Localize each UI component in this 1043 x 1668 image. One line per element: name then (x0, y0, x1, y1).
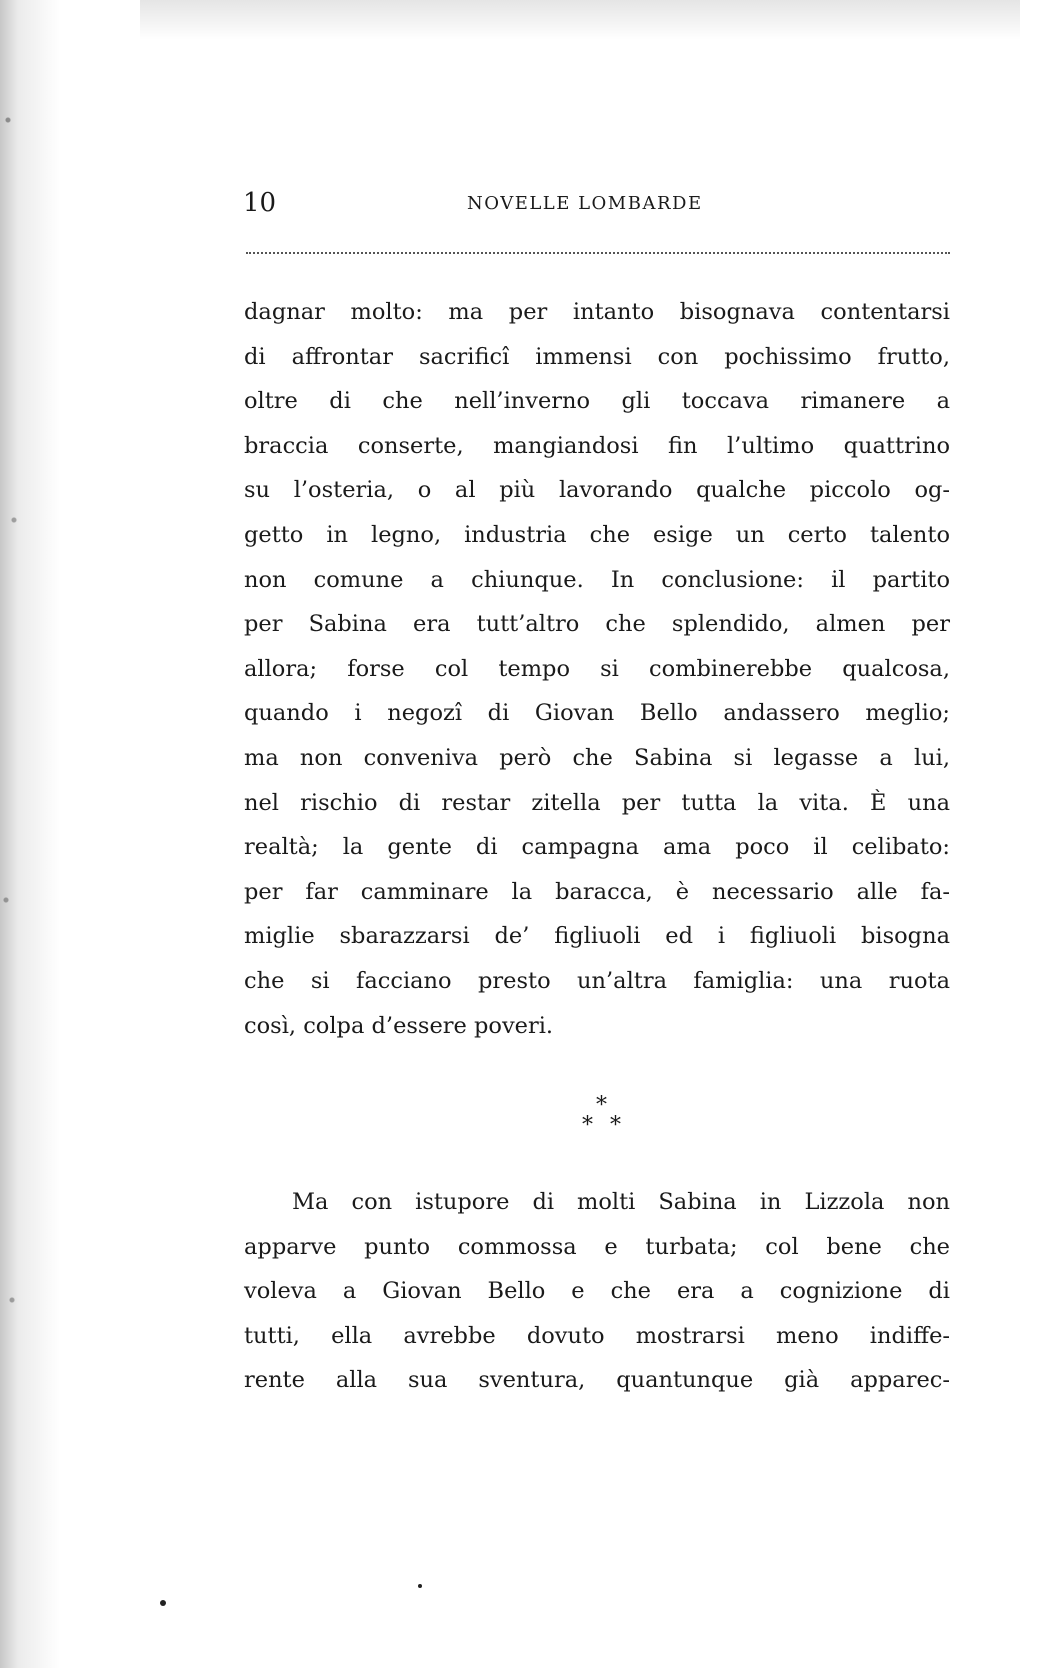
text-line: tutti, ella avrebbe dovuto mostrarsi meno indiffe- (244, 1322, 950, 1349)
text-line: braccia conserte, mangiandosi fin l’ultimo quattrino (244, 432, 950, 459)
text-line: apparve punto commossa e turbata; col bene che (244, 1233, 950, 1260)
page-header (243, 188, 953, 218)
text-line: di affrontar sacrificî immensi con pochissimo frutto, (244, 343, 950, 370)
text-line: che si facciano presto un’altra famiglia: una ruota (244, 967, 950, 994)
scan-edge-top (140, 0, 1020, 40)
text-line: non comune a chiunque. In conclusione: il partito (244, 566, 950, 593)
text-line: dagnar molto: ma per intanto bisognava contentarsi (244, 299, 950, 325)
paragraph-1 (244, 290, 950, 1048)
asterism-star: * (596, 1093, 607, 1118)
text-line: Ma con istupore di molti Sabina in Lizzola non (292, 1189, 950, 1215)
text-line: per far camminare la baracca, è necessario alle fa- (244, 878, 950, 905)
paragraph-2 (244, 1180, 950, 1403)
text-line: getto in legno, industria che esige un certo talento (244, 521, 950, 548)
text-line: per Sabina era tutt’altro che splendido, almen per (244, 611, 950, 638)
running-title: NOVELLE LOMBARDE (467, 193, 703, 214)
ink-speck (418, 1584, 422, 1588)
ink-speck (160, 1600, 166, 1606)
text-line: rente alla sua sventura, quantunque già apparec- (244, 1367, 950, 1394)
header-rule (246, 252, 950, 254)
page-number: 10 (243, 188, 277, 218)
asterism-star: * (610, 1113, 621, 1138)
text-line: miglie sbarazzarsi de’ figliuoli ed i figliuoli bisogna (244, 923, 950, 950)
text-line: quando i negozî di Giovan Bello andassero meglio; (244, 700, 950, 727)
asterism-star: * (582, 1113, 593, 1138)
text-line: così, colpa d’essere poveri. (244, 1012, 554, 1039)
text-line: su l’osteria, o al più lavorando qualche piccolo og- (244, 477, 950, 504)
text-line: nel rischio di restar zitella per tutta la vita. È una (244, 789, 950, 816)
text-line: realtà; la gente di campagna ama poco il celibato: (244, 834, 950, 861)
text-line: voleva a Giovan Bello e che era a cognizione di (244, 1278, 950, 1305)
scan-edge-left (0, 0, 90, 1668)
text-line: oltre di che nell’inverno gli toccava rimanere a (244, 388, 950, 415)
section-break-asterism (580, 1095, 630, 1147)
text-line: allora; forse col tempo si combinerebbe qualcosa, (244, 655, 950, 682)
text-line: ma non conveniva però che Sabina si legasse a lui, (244, 744, 950, 771)
